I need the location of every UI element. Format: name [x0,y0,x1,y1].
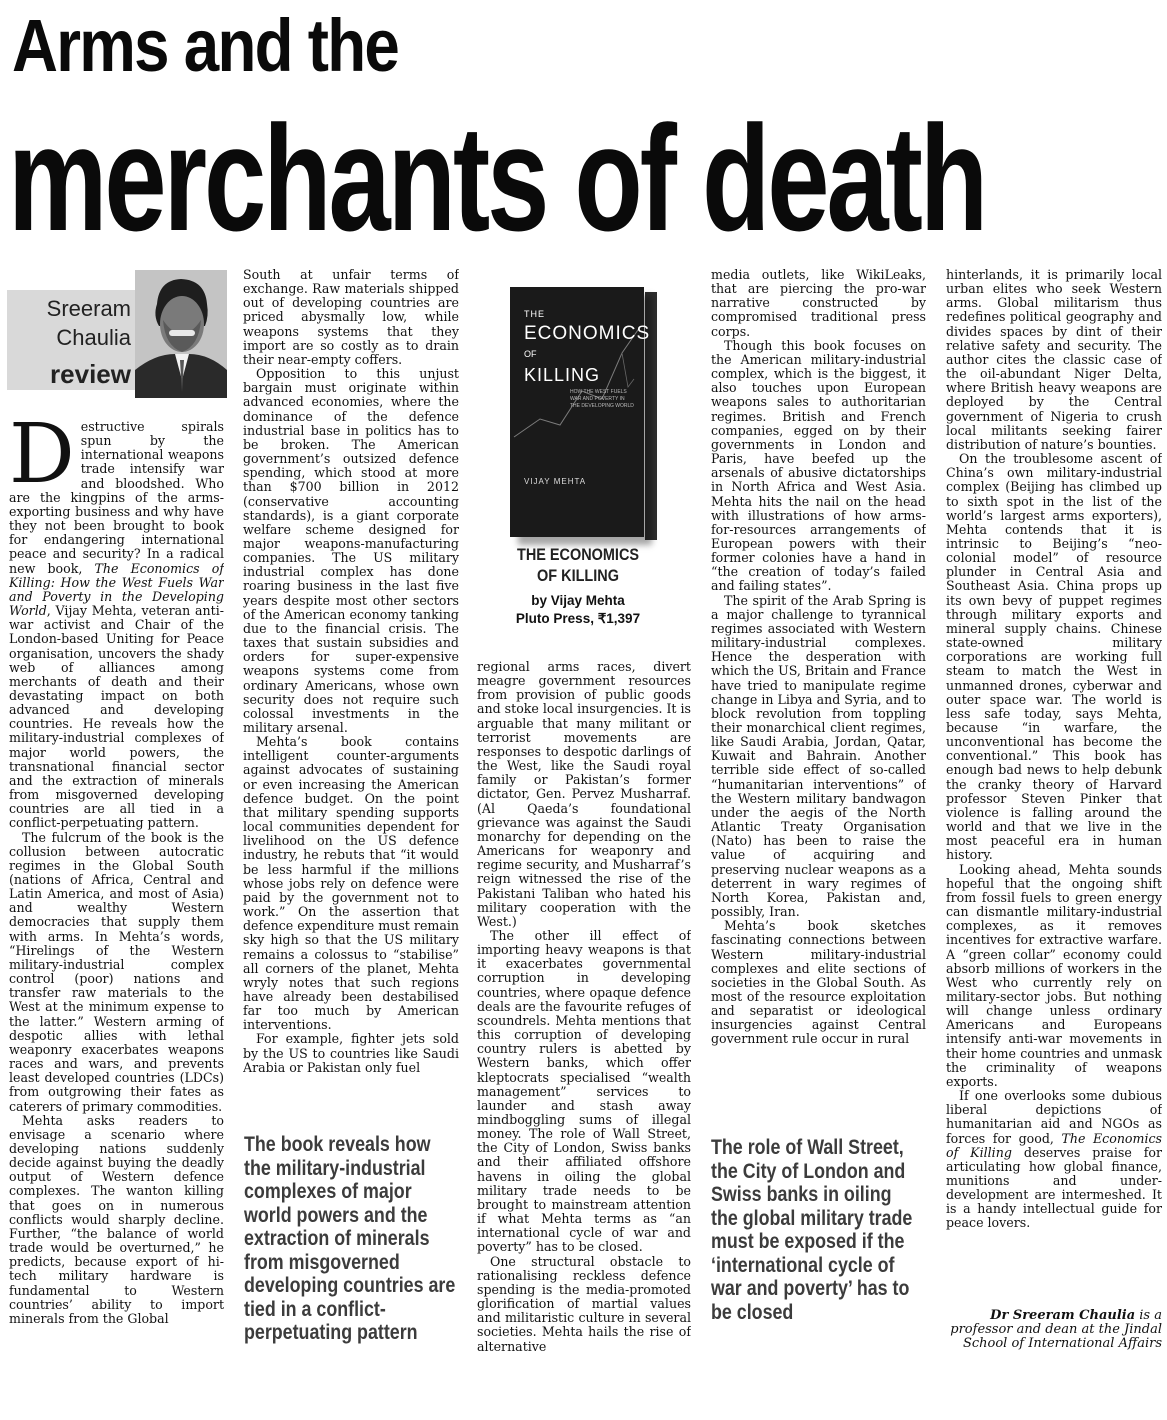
cover-author: VIJAY MEHTA [524,477,587,486]
paragraph: regional arms races, divert meagre government resources from provision of public goods and stoke local insurgencies. It is arguable that many militant or terrorist movements are responses to despotic darlings of the West, like the Saudi royal family or Pakistan’s former dictator, Gen. Pervez Musharraf. (Al Qaeda’s foundational grievance was against the Saudi monarchy for depending on the Americans for weaponry and regime security, and Musharraf’s reign witnessed the rise of the Pakistani Taliban who hated his military cooperation with the West.) [477,660,691,929]
signature-rest: is a professor and dean at the Jindal School of International Affairs [950,1308,1162,1351]
article-column-5 [946,268,1162,1304]
author-photo [135,270,227,398]
paragraph: hinterlands, it is primarily local urban elites who seek Western arms. Global militarism thus redefines political geography and divides spaces by dint of their relative safety and security. The author cites the classic case of the oil-abundant Niger Delta, where British heavy weapons are deployed by the Central government of Nigeria to crush local militants seeking fairer distribution of nature’s bounties. [946,268,1162,452]
paragraph-text: If one overlooks some dubious liberal depictions of humanitarian aid and NGOs as forces for good, [946,1088,1162,1146]
book-cover [510,287,651,537]
paragraph: Looking ahead, Mehta sounds hopeful that the ongoing shift from fossil fuels to green energy can dismantle military-industrial complexes, as it removes incentives for extractive warfare. A “green collar” economy could absorb millions of workers in the West who currently rely on military-sector jobs. But nothing will change unless ordinary Americans and Europeans intensify anti-war movements in their home countries and unmask the criminality of weapons exports. [946,861,1162,1089]
byline-first-name: Sreeram [46,296,131,321]
article-column-3 [477,660,691,1358]
cover-killing: KILLING [524,365,601,385]
signature-name: Dr Sreeram Chaulia [990,1308,1136,1323]
paragraph [9,420,224,831]
paragraph-text: estructive spirals spun by the international weapons trade intensify war and bloodshed. Who are the kingpins of the arms-exporting business and why have they not been brought to book for endangering international peace and security? In a radical new book, [9,420,224,576]
byline-box [7,290,135,390]
paragraph: South at unfair terms of exchange. Raw materials shipped out of developing countries are priced abysmally low, while weapons systems that they import are so costly as to drain their near-empty coffers. [243,268,459,367]
book-caption [478,544,678,628]
paragraph: On the troublesome ascent of China’s own military-industrial complex (Beijing has climbed up to sixth spot in the list of the world’s largest arms exporters), Mehta contends that it is intrinsic to Beijing’s “neo-colonial model” of resource plunder in Central Asia and Southeast Asia. China props up its own bevy of puppet regimes through military exports and mineral supply chains. Chinese state-owned military corporations are working full steam to match the West in unmanned drones, cyberwar and outer space war. The world is less safe today, says Mehta, because “in warfare, the unconventional has become the conventional.” This book has enough bad news to help debunk the cranky theory of Harvard professor Steven Pinker that violence is falling around the world and that we live in the most peaceful era in human history. [946,451,1162,863]
paragraph: The fulcrum of the book is the collusion between autocratic regimes in the Global South (nations of Africa, Central and Latin America, and most of Asia) and wealthy Western democracies that supply them with arms. In Mehta’s words, “Hirelings of the Western military-industrial complex control (poor) nations and transfer raw materials to the West at the minimum expense to the latter.” Western arming of despotic allies with lethal weaponry exacerbates weapons races and wars, and prevents least developed countries (LDCs) from outgrowing their fates as caterers of primary commodities. [9,829,224,1114]
headline-line-2: merchants of death [8,94,986,262]
paragraph: The spirit of the Arab Spring is a major challenge to tyrannical regimes associated with Western military-industrial complexes. Hence the desperation with which the US, Britain and France have tried to manipulate regime change in Libya and Syria, and to block revolution from toppling their monarchical client regimes, like Saudi Arabia, Jordan, Qatar, Kuwait and Bahrain. Another terrible side effect of so-called “humanitarian interventions” of the Western military bandwagon under the aegis of the North Atlantic Treaty Organisation (Nato) has been to raise the value of acquiring and preserving nuclear weapons as a deterrent in wary regimes of North Korea, Pakistan and, possibly, Iran. [711,592,926,920]
paragraph: The other ill effect of importing heavy weapons is that it exacerbates governmental corruption in developing countries, where opaque defence deals are the favourite refuges of scoundrels. Mehta mentions that this corruption of developing country rulers is abetted by Western banks, which offer kleptocrats specialised “wealth management” services to launder and stash away mindboggling sums of illegal money. The role of Wall Street, the City of London, Swiss banks and their affiliated offshore havens in oiling the global military trade needs to be brought to mainstream attention if what Mehta terms as “an international cycle of war and poverty” has to be closed. [477,927,691,1255]
pull-quote-2: The role of Wall Street, the City of London and Swiss banks in oiling the global military trade must be exposed if the ‘international cycle of war and poverty’ has to be closed [711,1136,913,1324]
byline-name [47,294,131,352]
cover-subtitle: HOW THE WEST FUELS WAR AND POVERTY IN THE DEVELOPING WORLD [570,389,634,409]
caption-author: by Vijay Mehta [531,593,625,608]
byline-tag: review [50,359,131,389]
paragraph-text: , Vijay Mehta, veteran anti-war activist and Chair of the London-based Uniting for Peace organisation, uncovers the shady web of alliances among merchants of death and their devastating impact on both advanced and developing countries. He reveals how the military-industrial complexes of major world powers, the transnational financial sector and the extraction of minerals from misgoverned developing countries are all tied in a conflict-perpetuating pattern. [9,603,224,831]
caption-title-2: OF KILLING [537,566,619,585]
paragraph: For example, fighter jets sold by the US to countries like Saudi Arabia or Pakistan only fuel [243,1031,459,1075]
pull-quote-1: The book reveals how the military-industrial complexes of major world powers and the extraction of minerals from misgoverned developing countries are tied in a conflict-perpetuating pattern [244,1133,456,1344]
caption-title-1: THE ECONOMICS [516,545,640,564]
paragraph [946,1089,1162,1231]
book-title-italic: The Economics of Killing: How the West Fuels War and Poverty in the Developing World [9,560,224,619]
headline-line-1: Arms and the [12,4,399,87]
article-column-1 [9,420,224,1358]
caption-publisher-price: Pluto Press, ₹1,397 [515,611,641,626]
paragraph: media outlets, like WikiLeaks, that are piercing the pro-war narrative constructed by compromised traditional press corps. [711,268,926,339]
paragraph: Mehta asks readers to envisage a scenario where developing nations suddenly decide against buying the deadly output of Western defence complexes. The wanton killing that goes on in numerous conflicts would sharply decline. Further, “the balance of world trade would be overturned,” he predicts, because export of hi-tech military hardware is fundamental to Western countries’ ability to import minerals from the Global [9,1112,224,1326]
author-portrait-icon [135,270,227,398]
cover-the: THE [524,309,545,319]
book-title-italic: The Economics of Killing [946,1130,1162,1160]
cover-of: OF [524,349,537,359]
paragraph: Opposition to this unjust bargain must originate within advanced economies, where the dominance of the defence industrial base in politics has to be broken. The American government’s outsized defence spending, which stood at more than $700 billion in 2012 (conservative accounting standards), is a giant corporate welfare scheme designed for major weapons-manufacturing companies. The US military industrial complex has done roaring business in the last five years despite most other sectors of the American economy tanking due to the financial crisis. The taxes that sustain subsidies and orders for super-expensive weapons systems come from ordinary Americans, whose own security does not require such colossal investments in the military arsenal. [243,366,459,735]
author-signature [946,1309,1162,1351]
byline-last-name: Chaulia [56,325,131,350]
cover-economics: ECONOMICS [524,323,651,344]
paragraph-text: deserves praise for articulating how global finance, munitions and under-development are intermeshed. It is a handy intellectual guide for peace lovers. [946,1144,1162,1231]
paragraph: Mehta’s book sketches fascinating connections between Western military-industrial complexes and elite sections of societies in the Global South. As most of the resource exploitation and separatist or ideological insurgencies against Central government rule occur in rural [711,918,926,1047]
paragraph: One structural obstacle to rationalising reckless defence spending is the media-promoted glorification of martial values and militaristic culture in several societies. Mehta hails the rise of alternative [477,1253,691,1354]
paragraph: Though this book focuses on the American military-industrial complex, which is the biggest, it also touches upon European weapons sales to authoritarian regimes. British and French companies, egged on by their governments in London and Paris, have beefed up the arsenals of abusive dictatorships in North Africa and West Asia. Mehta hits the nail on the head with illustrations of how arms-for-resources arrangements of European powers with their former colonies have a hand in “the creation of today’s failed and failing states”. [711,337,926,594]
drop-cap: D [9,420,75,502]
paragraph: Mehta’s book contains intelligent counter-arguments against advocates of sustaining or even increasing the American defence budget. On the point that military spending supports local communities dependent for livelihood on the US defence industry, he rebuts that “it would be less harmful if the millions whose jobs rely on defence were paid by the government not to work.” On the assertion that defence expenditure must remain sky high so that the US military remains a colossus to “stabilise” all corners of the planet, Mehta wryly notes that such regions have already been destabilised far too much by American interventions. [243,734,459,1033]
